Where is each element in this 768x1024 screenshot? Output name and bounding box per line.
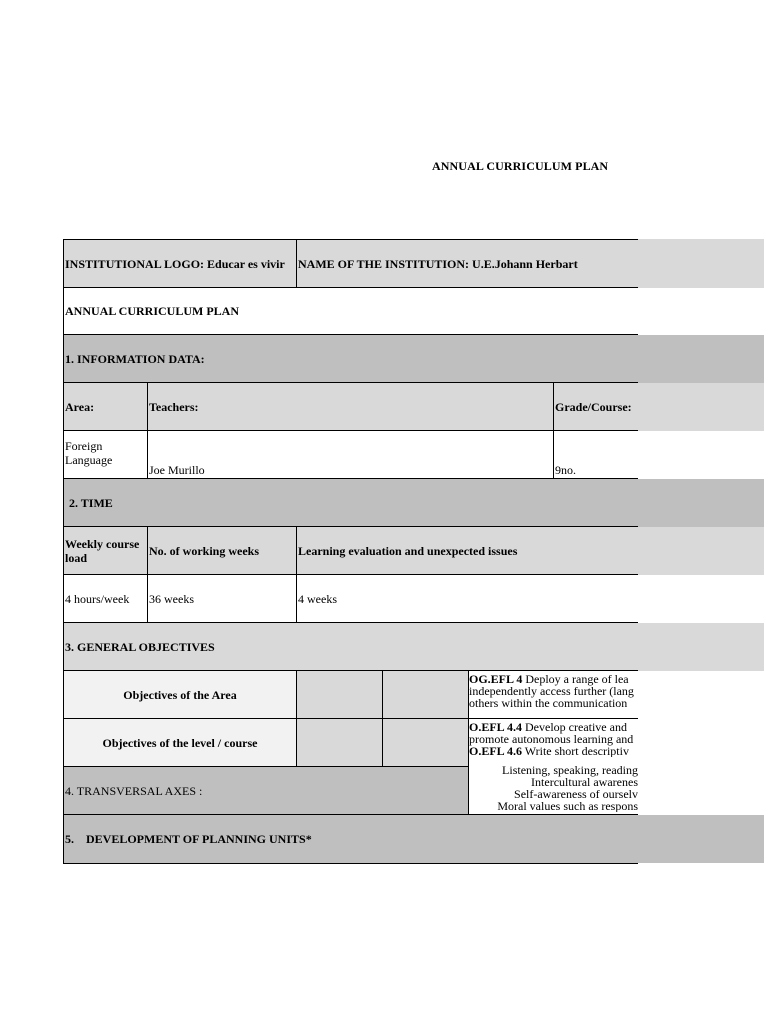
section-heading-objectives: [63, 623, 638, 671]
fill-band: [638, 623, 764, 671]
section-title: 5. DEVELOPMENT OF PLANNING UNITS*: [65, 832, 312, 846]
axis-item: Intercultural awarenes: [531, 775, 638, 789]
objective-text: Deploy a range of lea: [522, 673, 629, 686]
section-heading-planning-units: [63, 815, 638, 864]
area-label-cell: [63, 383, 148, 431]
institution-name-cell: [297, 239, 638, 288]
fill-band: [638, 527, 764, 575]
empty-cell: [383, 719, 469, 767]
objective-text: independently access further (lang: [469, 684, 634, 698]
grade-label: Grade/Course:: [555, 399, 632, 414]
grade-value: 9no.: [555, 463, 576, 477]
level-objectives-text: [469, 721, 638, 757]
document-title: ANNUAL CURRICULUM PLAN: [432, 159, 609, 173]
grade-value-cell: [554, 431, 638, 479]
grade-label-cell: [554, 383, 638, 431]
objective-text: Develop creative and: [522, 721, 627, 734]
teachers-value-cell: [148, 431, 554, 479]
area-objectives-text: [469, 673, 638, 709]
empty-cell: [383, 671, 469, 719]
empty-cell: [297, 719, 383, 767]
area-objectives-label-cell: [63, 671, 297, 719]
weekly-load-label-cell: [63, 527, 148, 575]
empty-cell: [297, 671, 383, 719]
objective-code: OG.EFL 4: [469, 673, 523, 686]
plan-subtitle: ANNUAL CURRICULUM PLAN: [65, 304, 239, 318]
evaluation-label: Learning evaluation and unexpected issues: [298, 543, 518, 558]
section-title: 2. TIME: [69, 495, 113, 510]
objective-text: promote autonomous learning and: [469, 732, 634, 746]
fill-band: [638, 239, 764, 288]
institutional-logo-cell: [63, 239, 297, 288]
working-weeks-label-cell: [148, 527, 297, 575]
evaluation-label-cell: [297, 527, 638, 575]
objective-code: O.EFL 4.6: [469, 744, 523, 757]
objective-text: Write short descriptiv: [522, 744, 629, 757]
area-objectives-label: Objectives of the Area: [123, 687, 237, 702]
fill-band: [638, 479, 764, 527]
working-weeks-label: No. of working weeks: [149, 543, 259, 558]
objective-text: others within the communication: [469, 696, 628, 709]
level-objectives-label-cell: [63, 719, 297, 767]
axis-item: Listening, speaking, reading: [502, 764, 638, 777]
evaluation-value-cell: [297, 575, 638, 623]
area-label: Area:: [65, 399, 95, 414]
curriculum-plan-table: [63, 239, 638, 864]
axis-item: Moral values such as respons: [497, 799, 638, 812]
objective-code: O.EFL 4.4: [469, 721, 523, 734]
teachers-value: Joe Murillo: [149, 463, 205, 477]
axis-item: Self-awareness of ourselv: [514, 787, 638, 801]
section-heading-transversal-axes: [63, 767, 469, 815]
fill-band: [638, 383, 764, 431]
institutional-logo-label: INSTITUTIONAL LOGO: Educar es vivir: [65, 256, 285, 271]
transversal-axes-text: [469, 764, 638, 812]
plan-subtitle-cell: [63, 288, 638, 335]
area-value-cell: [63, 431, 148, 479]
fill-band: [638, 815, 764, 863]
teachers-label-cell: [148, 383, 554, 431]
section-title: 1. INFORMATION DATA:: [65, 351, 205, 366]
area-value: Foreign Language: [65, 439, 113, 467]
section-title: 3. GENERAL OBJECTIVES: [65, 639, 215, 654]
weekly-load-value: 4 hours/week: [65, 591, 130, 606]
working-weeks-value-cell: [148, 575, 297, 623]
working-weeks-value: 36 weeks: [149, 591, 194, 606]
weekly-load-label: Weekly course load: [65, 536, 140, 565]
institution-name-label: NAME OF THE INSTITUTION: U.E.Johann Herbart: [298, 256, 578, 271]
section-title: 4. TRANSVERSAL AXES :: [65, 783, 203, 798]
level-objectives-label: Objectives of the level / course: [102, 735, 258, 750]
fill-band: [638, 335, 764, 383]
section-heading-information: [63, 335, 638, 383]
teachers-label: Teachers:: [149, 399, 199, 414]
section-heading-time: [63, 479, 638, 527]
evaluation-value: 4 weeks: [298, 591, 337, 606]
weekly-load-value-cell: [63, 575, 148, 623]
